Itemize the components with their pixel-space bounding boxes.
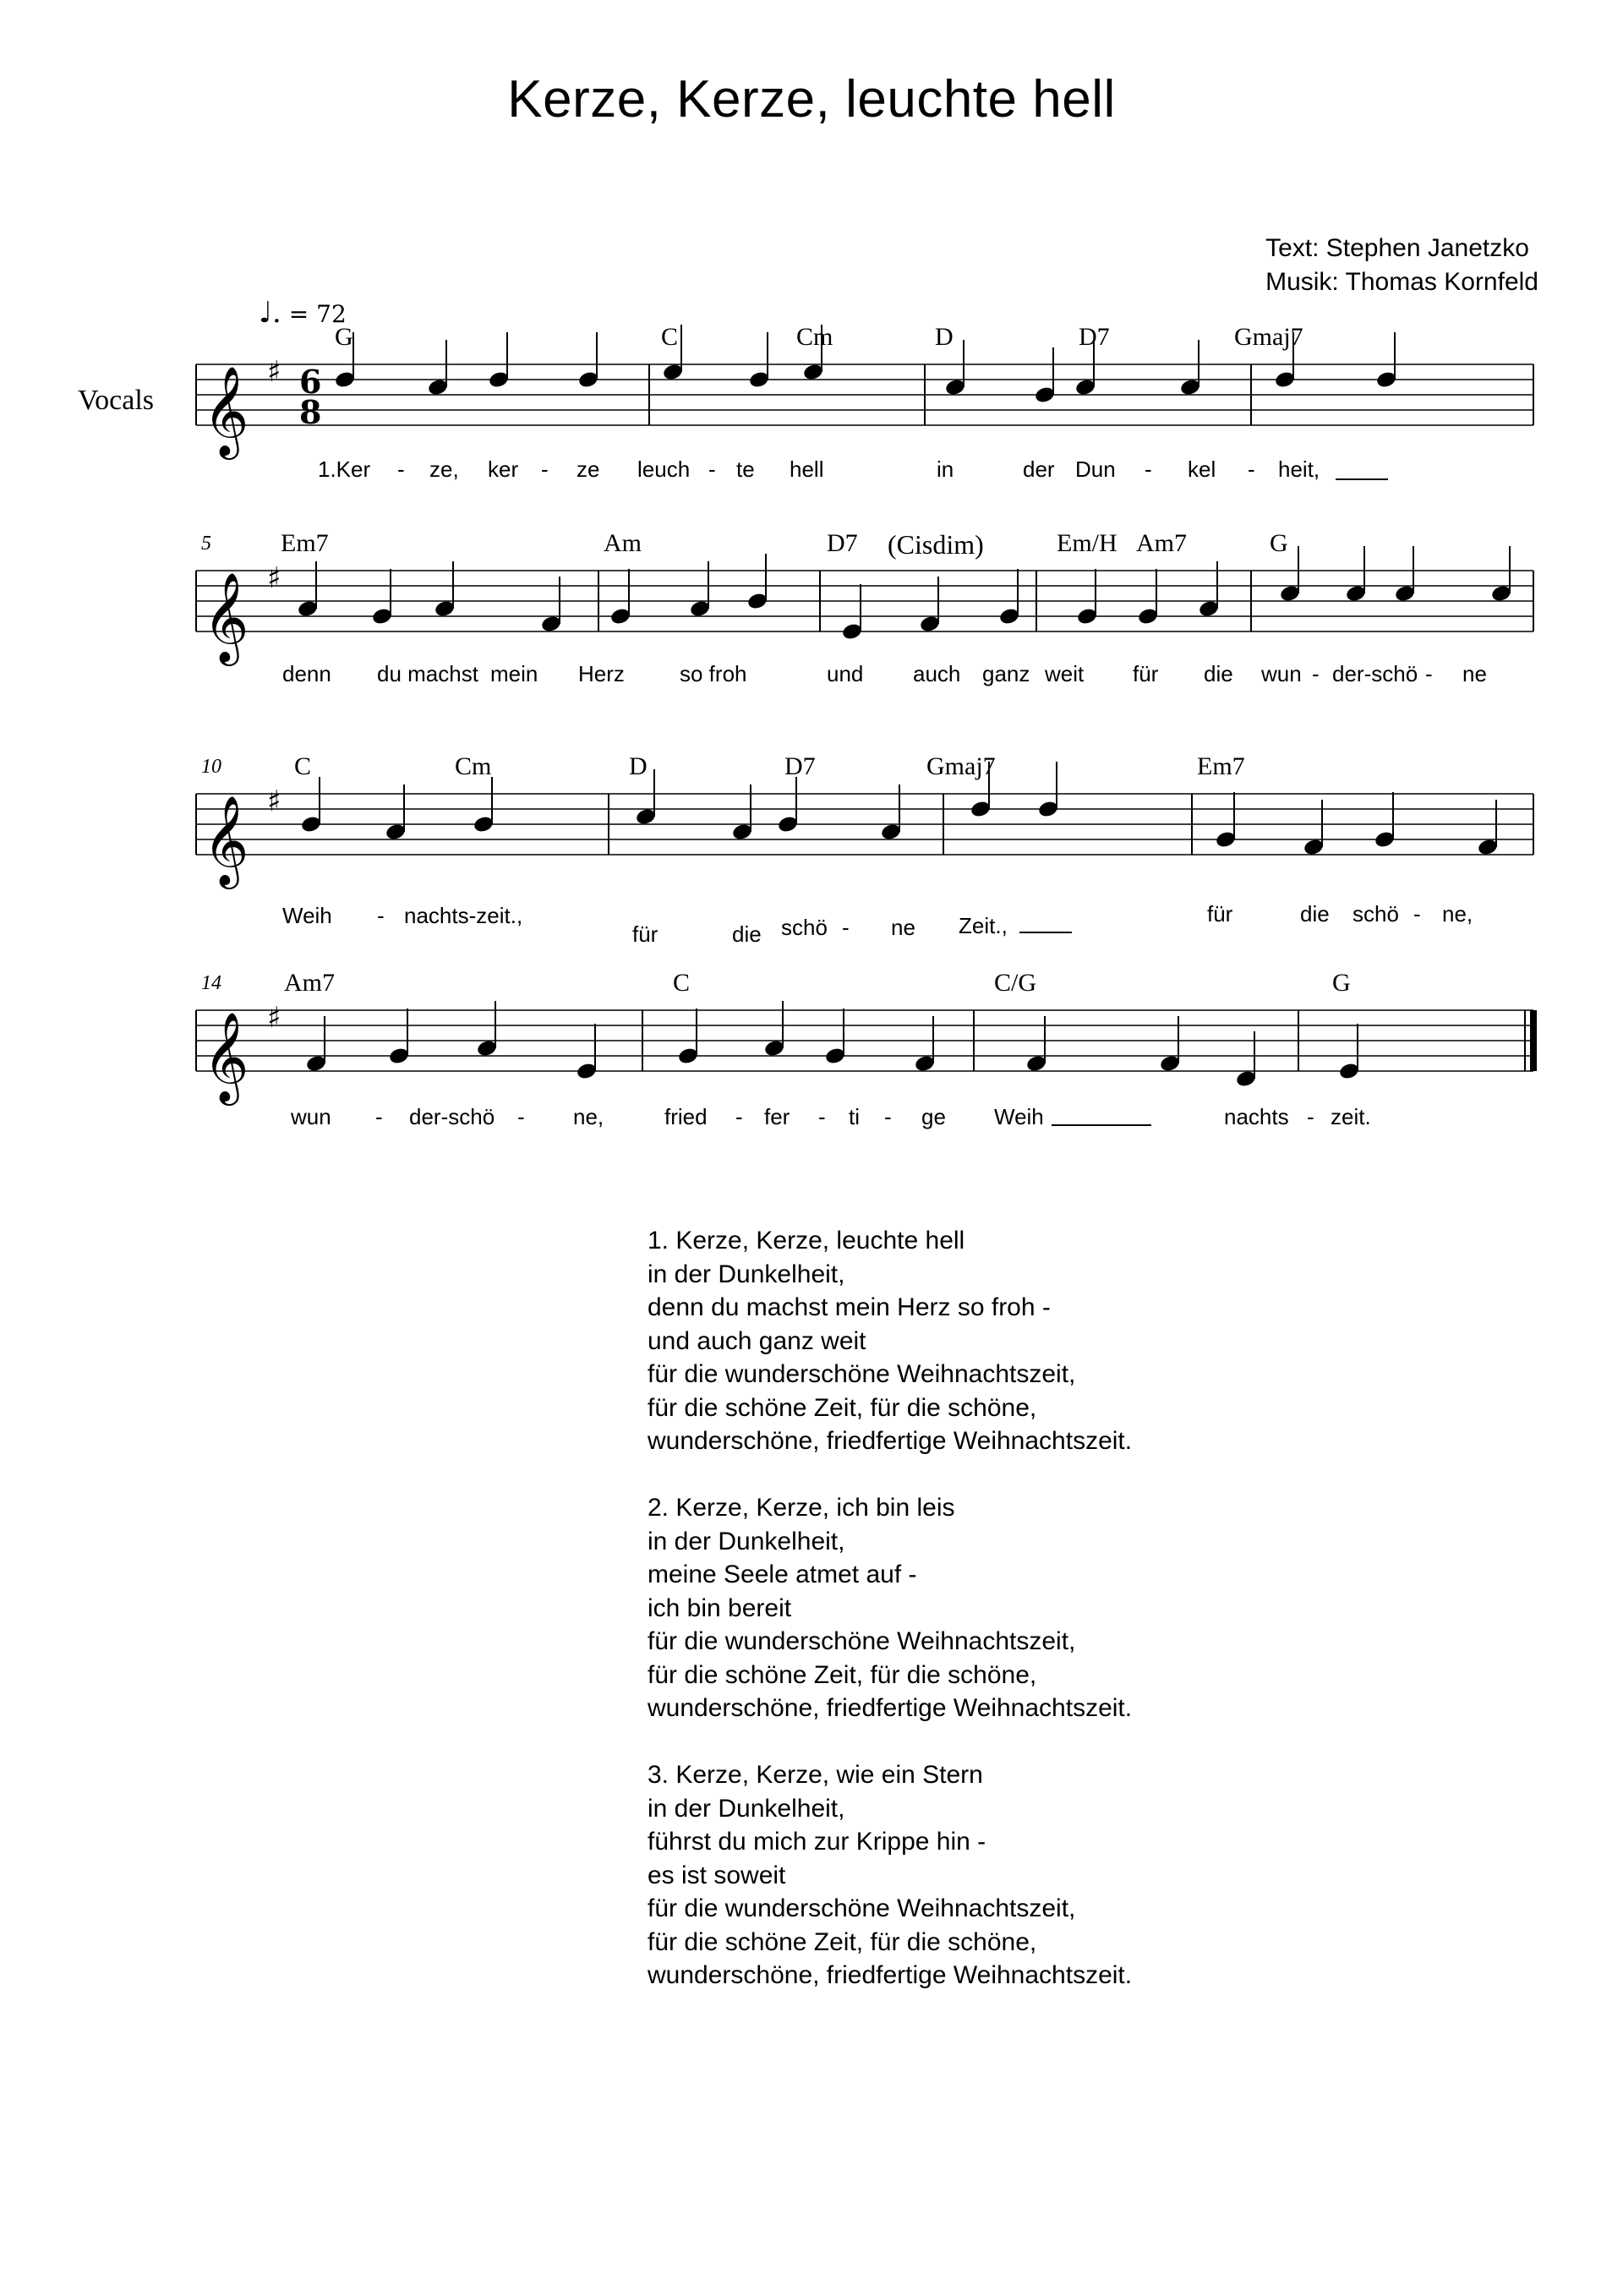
lyric-syllable: -: [375, 1104, 383, 1129]
lyric-syllable: -: [708, 456, 716, 482]
note-head: [1346, 584, 1367, 602]
note-head: [306, 1054, 327, 1072]
composer-credit: Musik: Thomas Kornfeld: [1265, 268, 1538, 296]
lyric-syllable: -: [842, 915, 850, 940]
chord-symbol: G: [1332, 969, 1351, 997]
verse-line: meine Seele atmet auf -: [648, 1561, 917, 1588]
treble-clef-icon: 𝄞: [203, 1011, 249, 1102]
note-head: [372, 607, 393, 625]
lyric-syllable: für: [632, 921, 658, 947]
chord-symbol: Em7: [281, 529, 329, 557]
verse-line: für die wunderschöne Weihnachtszeit,: [648, 1894, 1076, 1922]
lyric-syllable: mein: [490, 661, 538, 686]
verse-line: in der Dunkelheit,: [648, 1260, 845, 1288]
lyric-syllable: te: [736, 456, 755, 482]
note-head: [1180, 378, 1201, 396]
note-head: [842, 622, 863, 640]
chord-symbol: Em7: [1197, 752, 1245, 780]
note-head: [610, 607, 631, 625]
lyric-syllable: ne: [891, 915, 915, 940]
lyric-syllable: -: [884, 1104, 892, 1129]
chord-symbol: C: [673, 969, 691, 997]
lyricist-credit: Text: Stephen Janetzko: [1265, 234, 1529, 262]
song-title: Kerze, Kerze, leuchte hell: [507, 70, 1116, 128]
lyric-syllable: -: [1307, 1104, 1314, 1129]
note-head: [881, 823, 902, 840]
verse-line: für die schöne Zeit, für die schöne,: [648, 1393, 1037, 1422]
note-head: [732, 823, 753, 840]
chord-symbol: D: [935, 323, 954, 351]
lyric-syllable: -: [1248, 456, 1255, 482]
note-head: [1339, 1062, 1360, 1080]
lyric-syllable: die: [1204, 661, 1233, 686]
chord-symbol: Cm: [796, 323, 833, 351]
dotted-quarter-note-icon: ♩.: [259, 296, 281, 330]
note-head: [970, 800, 992, 817]
note-head: [1395, 584, 1416, 602]
note-head: [1216, 830, 1237, 848]
note-head: [1374, 830, 1396, 848]
lyric-syllable: denn: [282, 661, 331, 686]
chord-symbol: Gmaj7: [926, 752, 996, 780]
lyric-syllable: für: [1133, 661, 1159, 686]
note-head: [578, 370, 599, 388]
chord-symbol: G: [1270, 529, 1288, 557]
chord-symbol: Cm: [455, 752, 492, 780]
lyric-syllable: der-schö: [409, 1104, 495, 1129]
verse-line: wunderschöne, friedfertige Weihnachtszeit.: [648, 1961, 1133, 1989]
melisma-line: [1019, 932, 1072, 933]
lyric-syllable: Dun: [1075, 456, 1116, 482]
chord-symbol: Am7: [284, 969, 335, 997]
chord-symbol: Gmaj7: [1234, 323, 1303, 351]
chord-symbol: Em/H: [1057, 529, 1118, 557]
verse-line: wunderschöne, friedfertige Weihnachtszeit.: [648, 1694, 1133, 1722]
chord-symbol: D7: [784, 752, 816, 780]
measure-number: 10: [201, 756, 221, 778]
lyric-syllable: ti: [849, 1104, 860, 1129]
chord-symbol: C: [661, 323, 679, 351]
lyric-syllable: 1.Ker: [318, 456, 371, 482]
note-head: [298, 599, 319, 617]
measure-number: 14: [201, 972, 221, 994]
lyric-syllable: leuch: [637, 456, 691, 482]
verse-line: 3. Kerze, Kerze, wie ein Stern: [648, 1761, 983, 1789]
chord-symbol: G: [335, 323, 353, 351]
lyric-syllable: kel: [1188, 456, 1216, 482]
note-head: [747, 592, 768, 610]
lyric-syllable: ge: [921, 1104, 946, 1129]
lyric-syllable: so froh: [680, 661, 747, 686]
key-signature-sharp-icon: ♯: [267, 784, 281, 818]
chord-symbol: C/G: [994, 969, 1037, 997]
note-head: [489, 370, 510, 388]
note-head: [778, 815, 799, 833]
lyric-syllable: -: [1145, 456, 1152, 482]
lyric-syllable: wun: [291, 1104, 331, 1129]
note-head: [825, 1047, 846, 1064]
lyric-syllable: du machst: [377, 661, 478, 686]
note-head: [1478, 838, 1499, 856]
lyric-syllable: auch: [913, 661, 961, 686]
lyric-syllable: schö: [1352, 901, 1399, 927]
note-head: [1038, 800, 1059, 817]
note-head: [434, 599, 456, 617]
lyric-syllable: nachts: [1224, 1104, 1289, 1129]
lyric-syllable: nachts-zeit.,: [404, 903, 523, 928]
note-head: [1376, 370, 1397, 388]
lyric-syllable: ne: [1462, 661, 1487, 686]
verse-line: führst du mich zur Krippe hin -: [648, 1828, 986, 1856]
lyric-syllable: schö: [781, 915, 828, 940]
note-head: [803, 363, 824, 380]
verse-line: für die schöne Zeit, für die schöne,: [648, 1927, 1037, 1956]
lyric-syllable: ganz: [982, 661, 1030, 686]
note-head: [473, 815, 495, 833]
lyric-syllable: -: [735, 1104, 743, 1129]
lyric-syllable: -: [1312, 661, 1320, 686]
lyric-syllable: heit,: [1278, 456, 1320, 482]
melisma-line: [1052, 1124, 1151, 1126]
note-head: [764, 1039, 785, 1057]
note-head: [1077, 607, 1098, 625]
verse-line: 2. Kerze, Kerze, ich bin leis: [648, 1494, 955, 1522]
lyric-syllable: hell: [790, 456, 824, 482]
treble-clef-icon: 𝄞: [203, 365, 249, 456]
verse-line: für die wunderschöne Weihnachtszeit,: [648, 1360, 1076, 1388]
lyric-syllable: die: [732, 921, 762, 947]
verse-2: [648, 1491, 1132, 1725]
note-head: [1199, 599, 1220, 617]
lyric-syllable: -: [517, 1104, 525, 1129]
lyric-syllable: für: [1207, 901, 1233, 927]
note-head: [477, 1039, 498, 1057]
verse-line: für die wunderschöne Weihnachtszeit,: [648, 1627, 1076, 1655]
verse-line: in der Dunkelheit,: [648, 1527, 845, 1555]
chord-symbol: Am: [604, 529, 642, 557]
verse-line: in der Dunkelheit,: [648, 1794, 845, 1823]
lyric-syllable: Herz: [578, 661, 625, 686]
lyric-syllable: fer: [764, 1104, 790, 1129]
chord-symbol: D7: [1079, 323, 1110, 351]
note-head: [335, 370, 356, 388]
key-signature-sharp-icon: ♯: [267, 561, 281, 595]
note-head: [1075, 378, 1096, 396]
note-head: [1035, 385, 1056, 403]
chord-symbol: (Cisdim): [888, 529, 984, 560]
lyric-syllable: in: [937, 456, 954, 482]
lyric-syllable: wun: [1261, 661, 1302, 686]
verse-line: für die schöne Zeit, für die schöne,: [648, 1660, 1037, 1689]
melisma-line: [1336, 478, 1388, 480]
instrument-name: Vocals: [78, 385, 155, 416]
lyric-syllable: Weih: [994, 1104, 1044, 1129]
note-head: [678, 1047, 699, 1064]
lyric-syllable: -: [1413, 901, 1421, 927]
key-signature-sharp-icon: ♯: [267, 1001, 281, 1035]
lyric-syllable: Zeit.,: [959, 913, 1008, 938]
verse-line: wunderschöne, friedfertige Weihnachtszeit.: [648, 1427, 1133, 1455]
measure-number: 5: [201, 533, 211, 555]
note-head: [577, 1062, 598, 1080]
note-head: [385, 823, 407, 840]
time-signature-denominator: 8: [299, 393, 322, 431]
note-head: [1275, 370, 1296, 388]
lyric-syllable: zeit.: [1331, 1104, 1371, 1129]
note-head: [636, 807, 657, 825]
verse-3: [648, 1758, 1132, 1993]
treble-clef-icon: 𝄞: [203, 795, 249, 885]
note-head: [1280, 584, 1301, 602]
note-head: [541, 615, 562, 632]
note-head: [1236, 1069, 1257, 1087]
treble-clef-icon: 𝄞: [203, 571, 249, 662]
lyric-syllable: ker: [488, 456, 519, 482]
note-head: [920, 615, 941, 632]
verse-line: ich bin bereit: [648, 1594, 792, 1622]
verse-line: 1. Kerze, Kerze, leuchte hell: [648, 1227, 965, 1255]
note-head: [663, 363, 684, 380]
note-head: [915, 1054, 936, 1072]
note-head: [690, 599, 711, 617]
chord-symbol: Am7: [1136, 529, 1187, 557]
verse-line: es ist soweit: [648, 1861, 786, 1889]
key-signature-sharp-icon: ♯: [267, 355, 281, 389]
lyric-syllable: der-schö: [1332, 661, 1418, 686]
lyric-syllable: und: [827, 661, 864, 686]
lyric-syllable: ne,: [573, 1104, 604, 1129]
lyric-syllable: ze,: [429, 456, 459, 482]
note-head: [1138, 607, 1159, 625]
lyric-syllable: -: [377, 903, 385, 928]
verse-line: und auch ganz weit: [648, 1326, 866, 1355]
lyric-syllable: weit: [1045, 661, 1085, 686]
lyric-syllable: ne,: [1442, 901, 1473, 927]
note-head: [389, 1047, 410, 1064]
note-head: [428, 378, 449, 396]
lyric-syllable: Weih: [282, 903, 332, 928]
lyric-syllable: -: [1425, 661, 1433, 686]
note-head: [1491, 584, 1512, 602]
note-head: [1160, 1054, 1181, 1072]
lyric-syllable: fried: [664, 1104, 708, 1129]
verses: [648, 1224, 1132, 2025]
lyric-syllable: die: [1300, 901, 1330, 927]
lyric-syllable: -: [818, 1104, 826, 1129]
verse-line: denn du machst mein Herz so froh -: [648, 1293, 1051, 1321]
note-head: [945, 378, 966, 396]
note-head: [999, 607, 1020, 625]
lyric-syllable: der: [1023, 456, 1055, 482]
lyric-syllable: -: [397, 456, 405, 482]
chord-symbol: D: [629, 752, 648, 780]
note-head: [1303, 838, 1325, 856]
tempo-value: = 72: [288, 300, 347, 328]
note-head: [749, 370, 770, 388]
time-signature-numerator: 6: [299, 363, 322, 401]
note-head: [1026, 1054, 1047, 1072]
verse-1: [648, 1224, 1132, 1458]
lyric-syllable: -: [541, 456, 549, 482]
note-head: [301, 815, 322, 833]
chord-symbol: C: [294, 752, 312, 780]
chord-symbol: D7: [827, 529, 858, 557]
lyric-syllable: ze: [577, 456, 600, 482]
